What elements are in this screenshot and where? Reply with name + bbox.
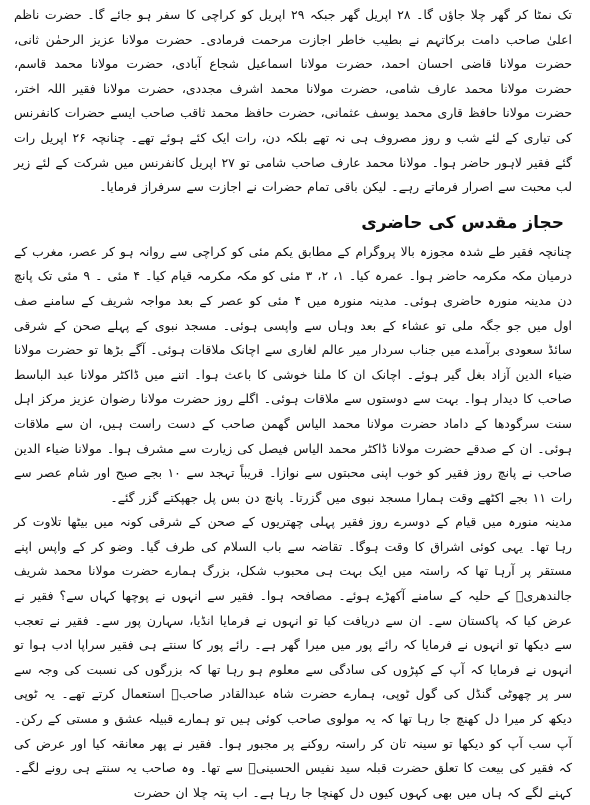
paragraph-hijaz-visit: چنانچہ فقیر طے شدہ مجوزہ بالا پروگرام کے مطابق یکم مئی کو کراچی سے روانہ ہو کر عصر، مغرب کے درمیان مکہ مکرمہ حاضر ہوا۔ عمرہ کیا۔ ۱، ۲، ۳ مئی کو مکہ مکرمہ قیام کیا۔ ۴ مئی ۔ ۹ مئی تک پانچ دن مدینہ منورہ حاضری ہوئی۔ مدینہ منورہ میں ۴ مئی کو عصر کے بعد مواجہ شریف کے سامنے صف اول میں جو جگہ ملی تو عشاء کے بعد وہاں سے واپسی ہوئی۔ مسجد نبوی کے پہلے صحن کے شرقی سائڈ سعودی برآمدے میں جناب سردار میر عالم لغاری سے اچانک ملاقات ہوئی۔ آگے بڑھا تو حضرت مولانا ضیاء الدین آزاد بغل گیر ہوئے۔ اچانک ان کا ملنا خوشی کا باعث ہوا۔ اتنے میں ڈاکٹر مولانا عبد الباسط صاحب کا دیدار ہوا۔ بہت سے دوستوں سے ملاقات ہوئی۔ اگلے روز حضرت مولانا رضوان عزیز مرکز اہل سنت سرگودھا کے داماد حضرت مولانا محمد الیاس گھمن صاحب کے دست راست ہیں، ان سے ملاقات ہوئی۔ ان کے صدقے حضرت مولانا ڈاکٹر محمد الیاس فیصل کی زیارت سے مشرف ہوا۔ مولانا ضیاء الدین صاحب نے پانچ روز فقیر کو خوب اپنی محبتوں سے نوازا۔ قریباً تہجد سے ۱۰ بجے صبح اور شام عصر سے رات ۱۱ بجے اکٹھے وقت ہمارا مسجد نبوی میں گزرتا۔ پانچ دن بس پل جھپکتے گزر گئے۔ <box>14 243 573 505</box>
paragraph-madina-meeting: مدینہ منورہ میں قیام کے دوسرے روز فقیر پہلی چھتریوں کے صحن کے شرقی کونہ میں بیٹھا تلاوت کر رہا تھا۔ یہی کوئی اشراق کا وقت ہوگا۔ تقاضہ سے باب السلام کی طرف گیا۔ وضو کر کے واپس اپنے مستقر پر آرہا تھا کہ راستہ میں ایک بہت ہی محبوب شکل، بزرگ ہمارے حضرت مولانا محمد شریف جالندھریؒ کے حلیہ کے سامنے آکھڑے ہوئے۔ مصافحہ ہوا۔ فقیر سے انہوں نے پوچھا کہاں سے؟ فقیر نے عرض کیا کہ پاکستان سے۔ ان سے دریافت کیا تو انہوں نے فرمایا انڈیا، سہارن پور سے۔ فقیر نے تعجب سے دیکھا تو انہوں نے فرمایا کہ رائے پور میں میرا گھر ہے۔ رائے پور کا سنتے ہی فقیر سراپا ادب ہوا تو انہوں نے فرمایا کہ آپ کے کپڑوں کی سادگی سے معلوم ہو رہا تھا کہ بزرگوں کی نسبت کی وجہ سے سر پر چھوٹی گنڈل کی گول ٹوپی، ہمارے حضرت شاہ عبدالقادر صاحبؒ استعمال کرتے تھے۔ یہ ٹوپی دیکھ کر میرا دل کھنچ جا رہا تھا کہ یہ مولوی صاحب کوئی ہیں تو ہمارے قبیلہ عشق و مستی کے رکن۔ آپ سب آپ کو دیکھا تو سینہ تان کر راستہ روکنے پر مجبور ہوا۔ فقیر نے پھر معانقہ کیا اور عرض کی کہ فقیر کی بیعت کا تعلق حضرت قبلہ سید نفیس الحسینیؒ سے تھا۔ وہ صاحب یہ سنتے ہی رونے لگے۔ کہنے لگے کہ ہاں میں بھی کہوں کیوں دل کھنچا جا رہا ہے۔ اب پتہ چلا ان حضرت <box>14 514 572 800</box>
intro-paragraph: تک نمٹا کر گھر چلا جاؤں گا۔ ۲۸ اپریل گھر جبکہ ۲۹ اپریل کو کراچی کا سفر ہو جائے گا۔ حضرت ناظم اعلیٰ صاحب دامت برکاتہم نے بطیب خاطر اجازت مرحمت فرمادی۔ حضرت مولانا عزیز الرحمٰن ثانی، حضرت مولانا قاضی احسان احمد، حضرت مولانا اسماعیل شجاع آبادی، حضرت مولانا محمد قاسم، حضرت مولانا محمد عارف شامی، حضرت مولانا محمد اشرف مجددی، حضرت مولانا فقیر اللہ اختر، حضرت مولانا حافظ قاری محمد یوسف عثمانی، حضرت حافظ محمد ثاقب صاحب ایسے حضرات کانفرنس کی تیاری کے لئے شب و روز مصروف ہی نہ تھے بلکہ دن، رات ایک کئے ہوئے تھے۔ چنانچہ ۲۶ اپریل رات گئے فقیر لاہور حاضر ہوا۔ مولانا محمد عارف صاحب شامی تو ۲۷ اپریل کانفرنس میں شرکت کے لئے زیر لب محبت سے اصرار فرماتے رہے۔ لیکن باقی تمام حضرات نے اجازت سے سرفراز فرمایا۔ <box>14 7 572 195</box>
section-heading: حجاز مقدس کی حاضری <box>361 212 564 233</box>
